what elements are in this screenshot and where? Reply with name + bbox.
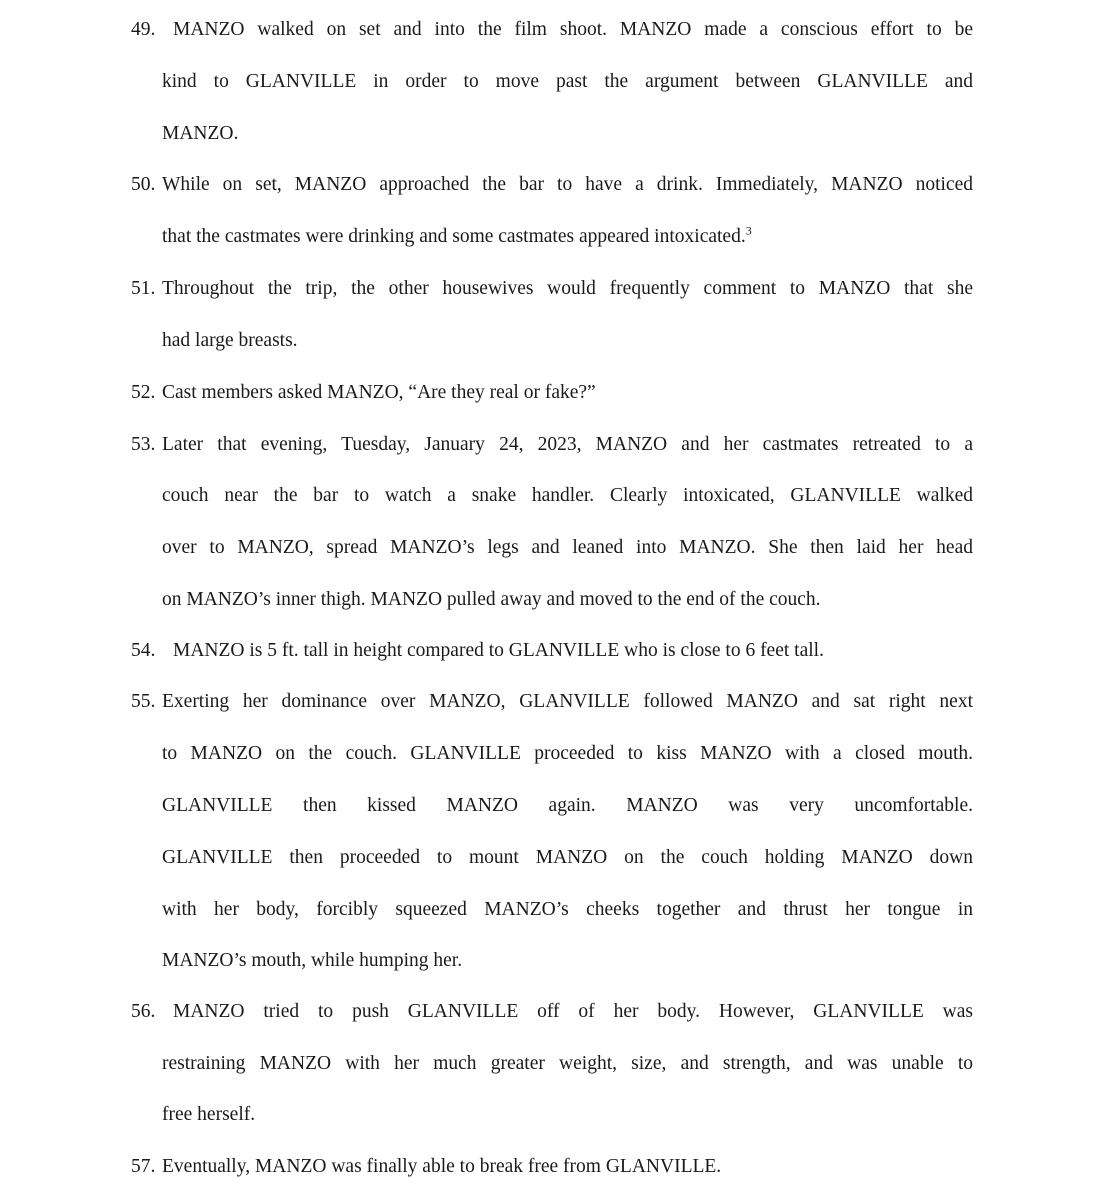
paragraph-line: with her body, forcibly squeezed MANZO’s cheeks together and thrust her tongue in	[162, 899, 973, 920]
paragraph-line: Cast members asked MANZO, “Are they real or fake?”	[162, 382, 596, 403]
paragraph-line: MANZO walked on set and into the film shoot. MANZO made a conscious effort to be	[173, 19, 973, 40]
paragraph-line: MANZO tried to push GLANVILLE off of her body. However, GLANVILLE was	[173, 1001, 973, 1022]
paragraph-line: restraining MANZO with her much greater weight, size, and strength, and was unable to	[162, 1053, 973, 1074]
paragraph-line: to MANZO on the couch. GLANVILLE proceeded to kiss MANZO with a closed mouth.	[162, 743, 973, 764]
paragraph-number: 51.	[131, 278, 156, 299]
paragraph-line-text: that the castmates were drinking and some castmates appeared intoxicated.	[162, 226, 746, 247]
paragraph-line: GLANVILLE then proceeded to mount MANZO on the couch holding MANZO down	[162, 847, 973, 868]
paragraph-number: 54.	[131, 640, 156, 661]
paragraph-line: MANZO’s mouth, while humping her.	[162, 950, 463, 971]
paragraph-line: over to MANZO, spread MANZO’s legs and leaned into MANZO. She then laid her head	[162, 537, 973, 558]
paragraph-number: 52.	[131, 382, 156, 403]
paragraph-number: 57.	[131, 1156, 156, 1177]
paragraph-line: MANZO is 5 ft. tall in height compared to GLANVILLE who is close to 6 feet tall.	[173, 640, 824, 661]
paragraph-line: free herself.	[162, 1104, 256, 1125]
paragraph-line: Throughout the trip, the other housewives would frequently comment to MANZO that she	[162, 278, 973, 299]
paragraph-line: Later that evening, Tuesday, January 24, 2023, MANZO and her castmates retreated to a	[162, 434, 973, 455]
paragraph-number: 53.	[131, 434, 156, 455]
paragraph-number: 55.	[131, 691, 156, 712]
paragraph-line: GLANVILLE then kissed MANZO again. MANZO was very uncomfortable.	[162, 795, 973, 816]
paragraph-number: 50.	[131, 174, 156, 195]
paragraph-line: on MANZO’s inner thigh. MANZO pulled away and moved to the end of the couch.	[162, 589, 821, 610]
paragraph-number: 49.	[131, 19, 156, 40]
paragraph-line: While on set, MANZO approached the bar to have a drink. Immediately, MANZO noticed	[162, 174, 973, 195]
paragraph-line: MANZO.	[162, 123, 239, 144]
paragraph-line: couch near the bar to watch a snake handler. Clearly intoxicated, GLANVILLE walked	[162, 485, 973, 506]
paragraph-line: kind to GLANVILLE in order to move past the argument between GLANVILLE and	[162, 71, 973, 92]
paragraph-line: Eventually, MANZO was finally able to break free from GLANVILLE.	[162, 1156, 722, 1177]
paragraph-line: had large breasts.	[162, 330, 298, 351]
paragraph-number: 56.	[131, 1001, 156, 1022]
footnote-reference[interactable]: 3	[745, 223, 752, 238]
paragraph-line	[162, 225, 752, 249]
paragraph-line: Exerting her dominance over MANZO, GLANVILLE followed MANZO and sat right next	[162, 691, 973, 712]
